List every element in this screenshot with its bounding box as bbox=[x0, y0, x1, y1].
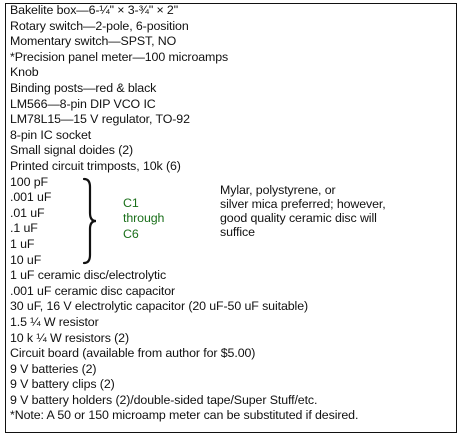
part-item: Circuit board (available from author for $5.00) bbox=[10, 346, 256, 361]
part-item: 9 V battery holders (2)/double-sided tape/Super Stuff/etc. bbox=[10, 392, 318, 407]
capacitor-value: 100 pF bbox=[10, 174, 48, 189]
capacitor-value: .1 uF bbox=[10, 221, 38, 236]
part-item: LM78L15—15 V regulator, TO-92 bbox=[10, 112, 190, 127]
part-item: Momentary switch—SPST, NO bbox=[10, 34, 177, 49]
part-item: Knob bbox=[10, 65, 39, 80]
capacitor-range-through: through bbox=[123, 211, 165, 226]
capacitor-note bbox=[220, 183, 425, 240]
part-item: .001 uF ceramic disc capacitor bbox=[10, 283, 176, 298]
capacitor-range-to: C6 bbox=[123, 226, 139, 241]
part-item: 1.5 ¼ W resistor bbox=[10, 314, 99, 329]
capacitor-note-line: suffice bbox=[220, 225, 255, 240]
capacitor-values bbox=[10, 175, 51, 269]
right-brace-icon bbox=[82, 177, 100, 265]
capacitor-group bbox=[10, 174, 386, 269]
part-item: Printed circuit trimposts, 10k (6) bbox=[10, 158, 181, 173]
capacitor-note-line: good quality ceramic disc will bbox=[220, 210, 377, 225]
part-item: 9 V battery clips (2) bbox=[10, 377, 115, 392]
capacitor-value: 1 uF bbox=[10, 236, 35, 251]
parts-list bbox=[10, 3, 386, 424]
part-item: 1 uF ceramic disc/electrolytic bbox=[10, 268, 167, 283]
part-item: LM566—8-pin DIP VCO IC bbox=[10, 96, 156, 111]
part-item: *Precision panel meter—100 microamps bbox=[10, 49, 229, 64]
capacitor-value: .001 uF bbox=[10, 190, 52, 205]
part-item: 9 V batteries (2) bbox=[10, 361, 97, 376]
capacitor-note-line: Mylar, polystyrene, or bbox=[220, 182, 336, 197]
capacitor-range-from: C1 bbox=[123, 195, 139, 210]
part-item: Rotary switch—2-pole, 6-position bbox=[10, 18, 189, 33]
footnote: *Note: A 50 or 150 microamp meter can be substituted if desired. bbox=[10, 408, 359, 423]
capacitor-value: .01 uF bbox=[10, 205, 45, 220]
part-item: 8-pin IC socket bbox=[10, 127, 92, 142]
part-item: Bakelite box—6-¼" × 3-¾" × 2" bbox=[10, 3, 179, 17]
part-item: 30 uF, 16 V electrolytic capacitor (20 uF-50 uF suitable) bbox=[10, 299, 309, 314]
capacitor-note-line: silver mica preferred; however, bbox=[220, 196, 386, 211]
part-item: Small signal doides (2) bbox=[10, 143, 134, 158]
part-item: 10 k ¼ W resistors (2) bbox=[10, 330, 129, 345]
part-item: Binding posts—red & black bbox=[10, 80, 157, 95]
capacitor-range-label bbox=[123, 196, 164, 243]
capacitor-value: 10 uF bbox=[10, 252, 42, 267]
